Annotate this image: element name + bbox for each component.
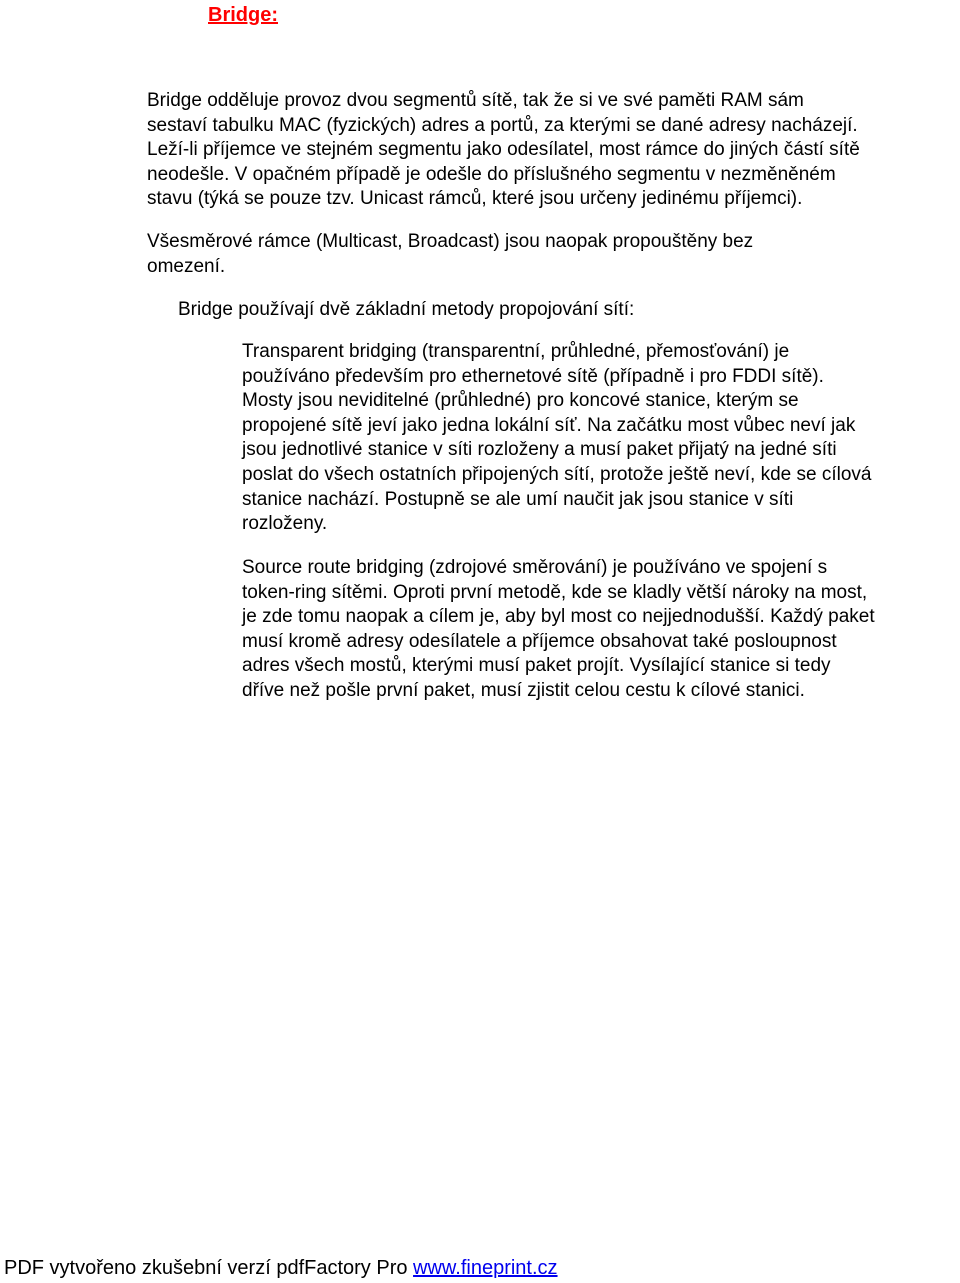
paragraph-bridge-intro: Bridge odděluje provoz dvou segmentů sítě, tak že si ve své paměti RAM sám sestaví tabulku MAC (fyzických) adres a portů, za kterými se dané adresy nacházejí. Leží-li příjemce ve stejném segmentu jako odesílatel, most rámce do jiných částí sítě neodešle. V opačném případě je odešle do příslušného segmentu v nezměněném stavu (týká se pouze tzv. Unicast rámců, které jsou určeny jedinému příjemci). <box>147 90 860 210</box>
footer-link[interactable]: www.fineprint.cz <box>413 1257 558 1279</box>
footer-text: PDF vytvořeno zkušební verzí pdfFactory Pro <box>4 1257 414 1279</box>
paragraph-methods-intro: Bridge používají dvě základní metody propojování sítí: <box>178 299 635 320</box>
pdf-footer <box>4 1254 558 1282</box>
paragraph-transparent-bridging: Transparent bridging (transparentní, průhledné, přemosťování) je používáno především pro ethernetové sítě (případně i pro FDDI sítě). Mosty jsou neviditelné (průhledné) pro koncové stanice, kterým se propojené sítě jeví jako jedna lokální síť. Na začátku most vůbec neví jak jsou jednotlivé stanice v síti rozloženy a musí paket přijatý na jedné síti poslat do všech ostatních připojených sítí, protože ještě neví, kde se cílová stanice nachází. Postupně se ale umí naučit jak jsou stanice v síti rozloženy. <box>242 341 872 535</box>
paragraph-broadcast: Všesměrové rámce (Multicast, Broadcast) jsou naopak propouštěny bez omezení. <box>147 231 754 277</box>
paragraph-source-route-bridging: Source route bridging (zdrojové směrování) je používáno ve spojení s token-ring sítěmi. Oproti první metodě, kde se kladly větší nároky na most, je zde tomu naopak a cílem je, aby byl most co nejjednodušší. Každý paket musí kromě adresy odesílatele a příjemce obsahovat také posloupnost adres všech mostů, kterými musí paket projít. Vysílající stanice si tedy dříve než pošle první paket, musí zjistit celou cestu k cílové stanici. <box>242 557 875 701</box>
page-title: Bridge: <box>208 4 278 26</box>
